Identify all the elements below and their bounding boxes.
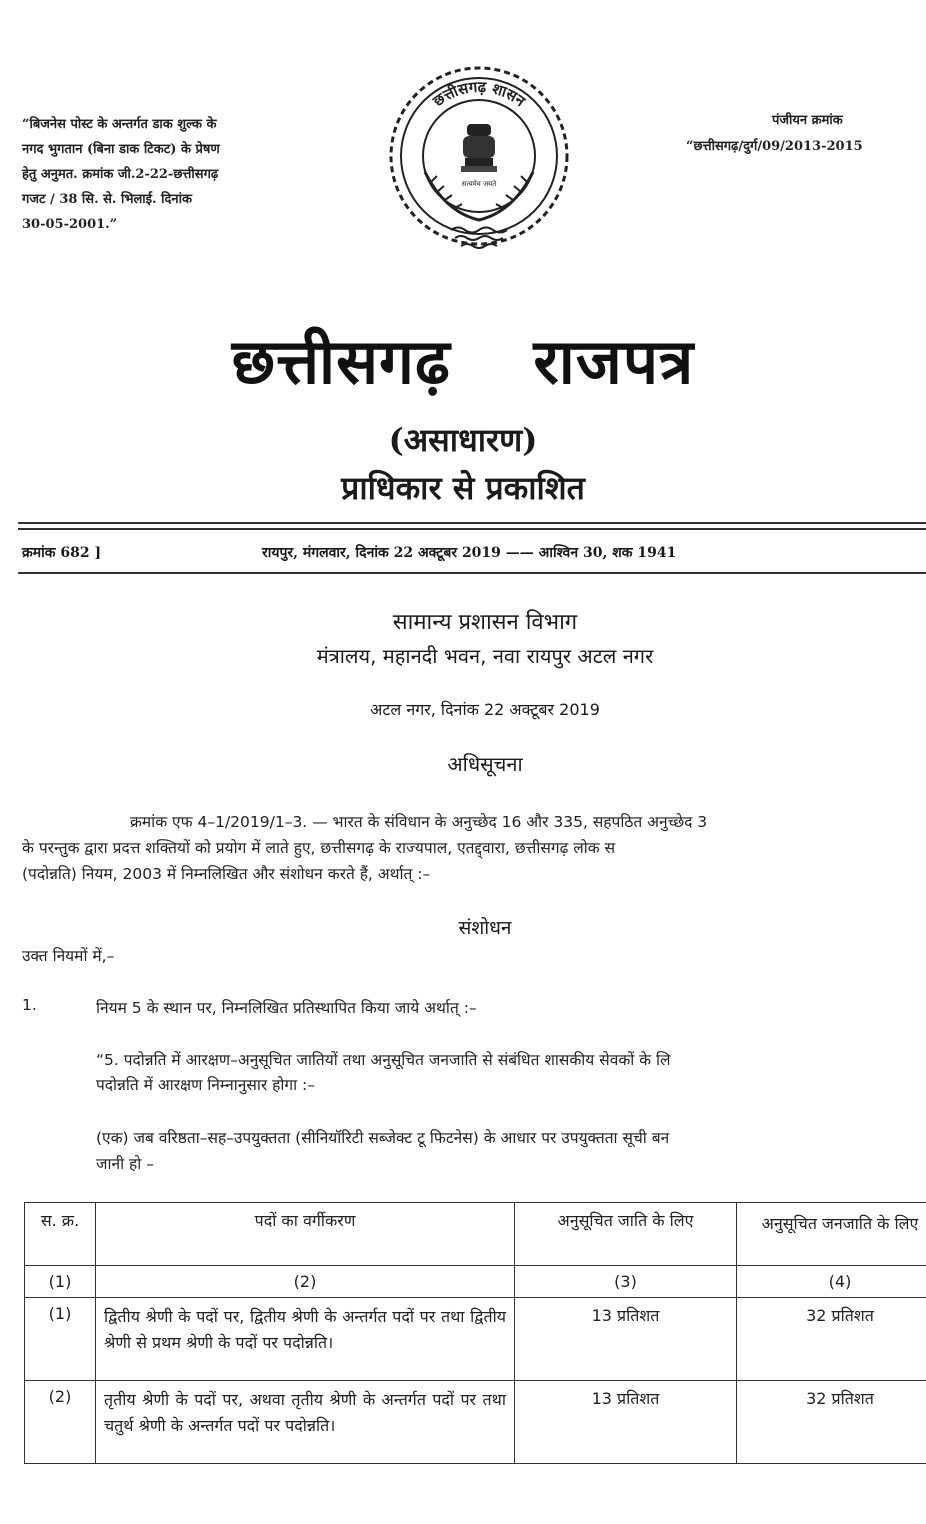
column-number: (1) (25, 1266, 96, 1298)
column-number: (2) (96, 1266, 515, 1298)
intro-line: क्रमांक एफ 4–1/2019/1–3. — भारत के संविधान के अनुच्छेद 16 और 335, सहपठित अनुच्छेद 3 (130, 813, 708, 831)
column-header: अनुसूचित जाति के लिए (515, 1203, 737, 1266)
svg-text:छत्तीसगढ़ शासन (429, 78, 530, 111)
row-classification-cell (96, 1381, 515, 1464)
emblem-text: छत्तीसगढ़ शासन (429, 77, 529, 111)
postal-line: हेतु अनुमत. क्रमांक जी.2-22-छत्तीसगढ़ (22, 167, 219, 182)
notification-heading: अधिसूचना (447, 752, 523, 776)
row-classification-cell (96, 1298, 515, 1381)
column-header: पदों का वर्गीकरण (96, 1203, 515, 1266)
department-address: मंत्रालय, महानदी भवन, नवा रायपुर अटल नगर (316, 644, 654, 668)
intro-line: (पदोन्नति) नियम, 2003 में निम्नलिखित और संशोधन करते हैं, अर्थात् :– (22, 865, 431, 883)
column-number-row (25, 1266, 926, 1298)
clause-line: (एक) जब वरिष्ठता–सह–उपयुक्तता (सीनियॉरिटी सब्जेक्ट टू फिटनेस) के आधार पर उपयुक्तता सूची बन (96, 1129, 670, 1147)
row-st-percent: 32 प्रतिशत (737, 1298, 926, 1381)
registration-block (686, 108, 926, 160)
gazette-title: छत्तीसगढ़ राजपत्र (231, 325, 695, 398)
notification-date: अटल नगर, दिनांक 22 अक्टूबर 2019 (370, 700, 600, 719)
column-number: (4) (737, 1266, 926, 1298)
quote-line: “5. पदोन्नति में आरक्षण–अनुसूचित जातियों तथा अनुसूचित जनजाति से संबंधित शासकीय सेवकों के लि (96, 1051, 671, 1069)
state-emblem-seal-icon (385, 62, 573, 282)
row-sc-percent: 13 प्रतिशत (515, 1381, 737, 1464)
issue-date-line: रायपुर, मंगलवार, दिनांक 22 अक्टूबर 2019 —— आश्विन 30, शक 1941 (262, 545, 677, 561)
table-row (25, 1381, 926, 1464)
registration-number: “छत्तीसगढ़/दुर्ग/09/2013-2015 (686, 139, 863, 154)
item-text: नियम 5 के स्थान पर, निम्नलिखित प्रतिस्थापित किया जाये अर्थात् :– (96, 999, 477, 1017)
department-name: सामान्य प्रशासन विभाग (392, 610, 578, 635)
clause-line: जानी हो – (96, 1155, 154, 1173)
postal-permit-note (22, 112, 292, 237)
row-classification: द्वितीय श्रेणी के पदों पर, द्वितीय श्रेणी के अन्तर्गत पदों पर तथा द्वितीय श्रेणी से प्रथम श्रेणी के पदों पर पदोन्नति। (104, 1307, 506, 1352)
intro-line: के परन्तुक द्वारा प्रदत्त शक्तियों को प्रयोग में लाते हुए, छत्तीसगढ़ के राज्यपाल, एतद्द्वारा, छत्तीसगढ़ लोक स (22, 839, 616, 857)
postal-line: “बिजनेस पोस्ट के अन्तर्गत डाक शुल्क के (22, 117, 217, 132)
column-header: स. क्र. (25, 1203, 96, 1266)
rules-intro: उक्त नियमों में,– (22, 947, 115, 965)
emblem-motto: सत्यमेव जयते (461, 180, 497, 188)
postal-line: गजट / 38 सि. से. भिलाई. दिनांक (22, 192, 192, 207)
item-number: 1. (22, 996, 37, 1014)
column-header: अनुसूचित जनजाति के लिए (737, 1203, 926, 1266)
quote-line: पदोन्नति में आरक्षण निम्नानुसार होगा :– (96, 1076, 315, 1094)
postal-line: नगद भुगतान (बिना डाक टिकट) के प्रेषण (22, 142, 220, 157)
registration-label: पंजीयन क्रमांक (772, 113, 843, 128)
row-serial: (2) (25, 1381, 96, 1464)
amendment-heading: संशोधन (458, 917, 512, 939)
row-classification: तृतीय श्रेणी के पदों पर, अथवा तृतीय श्रेणी के अन्तर्गत पदों पर तथा चतुर्थ श्रेणी के अन्तर्गत पदों पर पदोन्नति। (104, 1390, 506, 1435)
divider (18, 528, 926, 530)
column-number: (3) (515, 1266, 737, 1298)
gazette-edition: (असाधारण) (388, 421, 538, 459)
row-sc-percent: 13 प्रतिशत (515, 1298, 737, 1381)
divider (18, 572, 926, 574)
table-row (25, 1298, 926, 1381)
reservation-table (24, 1202, 926, 1464)
divider (18, 522, 926, 524)
issue-number: क्रमांक 682 ] (22, 545, 102, 561)
row-serial: (1) (25, 1298, 96, 1381)
postal-line: 30-05-2001.” (22, 217, 118, 232)
table-header-row (25, 1203, 926, 1266)
row-st-percent: 32 प्रतिशत (737, 1381, 926, 1464)
gazette-authority: प्राधिकार से प्रकाशित (341, 469, 585, 507)
